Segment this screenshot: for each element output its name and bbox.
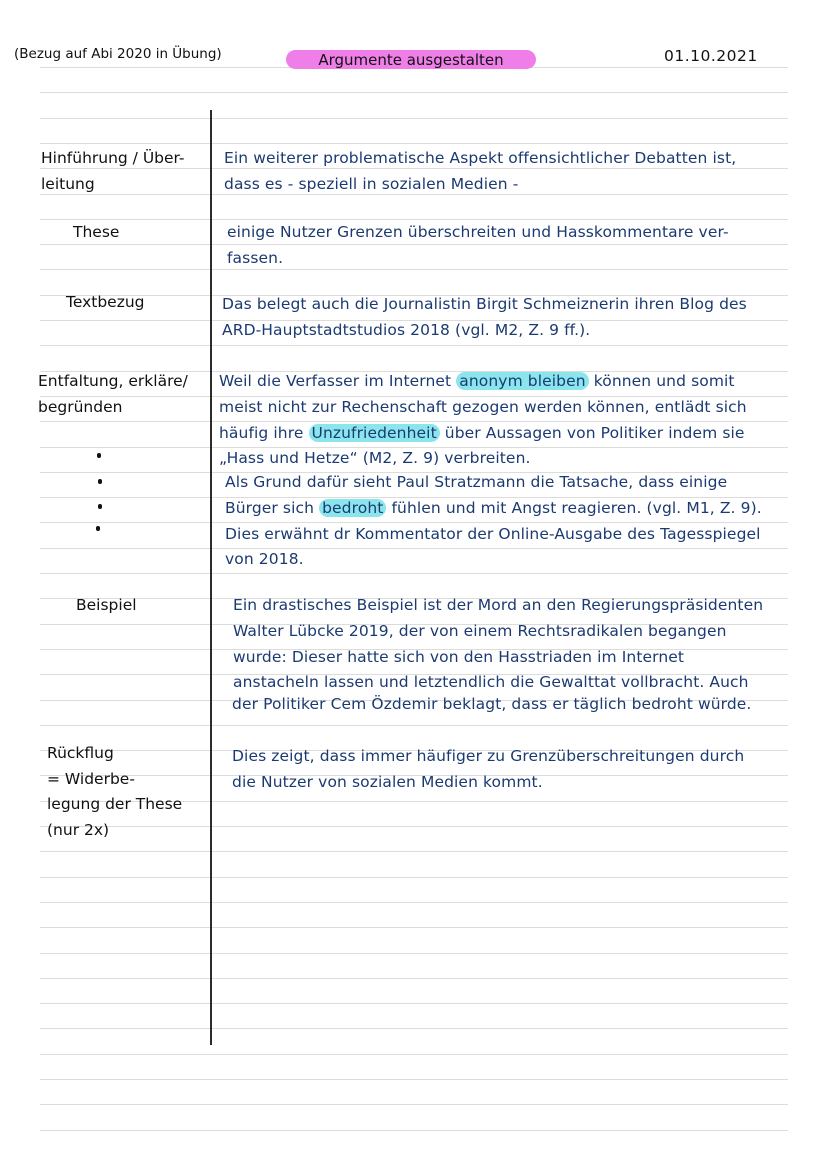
highlighted-phrase: anonym bleiben bbox=[456, 372, 588, 390]
label-line: Beispiel bbox=[76, 596, 137, 614]
text-line bbox=[227, 246, 729, 272]
text-segment: von 2018. bbox=[225, 550, 304, 569]
highlighted-phrase: bedroht bbox=[319, 499, 386, 517]
text-hinfuehrung bbox=[224, 146, 736, 198]
text-line bbox=[225, 496, 762, 522]
text-line bbox=[224, 172, 736, 198]
label-line: Hinführung / Über- bbox=[41, 149, 185, 167]
text-segment: können und somit bbox=[588, 372, 735, 390]
text-segment: Ein drastisches Beispiel ist der Mord an den Regierungspräsidenten bbox=[233, 596, 764, 614]
ruled-line bbox=[40, 143, 788, 144]
text-line bbox=[225, 470, 762, 496]
page-date: 01.10.2021 bbox=[664, 47, 758, 65]
ruled-line bbox=[40, 1079, 788, 1080]
text-segment: Bürger sich bbox=[225, 498, 320, 517]
label-line: Textbezug bbox=[66, 293, 145, 311]
text-segment: über Aussagen von Politiker indem sie bbox=[439, 423, 745, 442]
text-segment: ARD-Hauptstadtstudios 2018 (vgl. M2, Z. 9 ff.). bbox=[222, 320, 591, 339]
column-divider bbox=[210, 110, 212, 1045]
label-hinfuehrung bbox=[41, 146, 185, 197]
text-segment: Weil die Verfasser im Internet bbox=[219, 372, 457, 390]
text-line bbox=[232, 770, 744, 796]
label-line: Entfaltung, erkläre/ bbox=[38, 372, 188, 390]
ruled-line bbox=[40, 1028, 788, 1029]
highlighted-phrase: Unzufriedenheit bbox=[309, 424, 440, 442]
ruled-line bbox=[40, 927, 788, 928]
text-these bbox=[227, 220, 729, 272]
bullet-dot bbox=[98, 504, 102, 509]
text-segment: fühlen und mit Angst reagieren. (vgl. M1, Z. 9). bbox=[386, 498, 762, 517]
text-line bbox=[219, 421, 747, 447]
ruled-line bbox=[40, 877, 788, 878]
text-entfaltung-b bbox=[225, 470, 762, 573]
text-line bbox=[222, 318, 747, 344]
label-beispiel bbox=[76, 593, 137, 619]
text-segment: Dies zeigt, dass immer häufiger zu Grenzüberschreitungen durch bbox=[232, 747, 745, 765]
text-beispiel-a bbox=[233, 593, 763, 696]
label-rueckflug bbox=[47, 741, 182, 843]
text-segment: Ein weiterer problematische Aspekt offensichtlicher Debatten ist, bbox=[224, 149, 737, 167]
label-line: leitung bbox=[41, 174, 95, 193]
ruled-line bbox=[40, 1104, 788, 1105]
text-segment: dass es - speziell in sozialen Medien - bbox=[224, 174, 519, 193]
label-line: = Widerbe- bbox=[47, 769, 135, 788]
text-segment: Walter Lübcke 2019, der von einem Rechtsradikalen begangen bbox=[233, 621, 727, 640]
text-line bbox=[225, 522, 762, 548]
text-beispiel-b bbox=[232, 692, 751, 718]
text-line bbox=[224, 146, 736, 172]
ruled-line bbox=[40, 1130, 788, 1131]
ruled-line bbox=[40, 1003, 788, 1004]
text-segment: der Politiker Cem Özdemir beklagt, dass er täglich bedroht würde. bbox=[232, 695, 752, 713]
label-entfaltung bbox=[38, 369, 188, 420]
text-line bbox=[233, 645, 763, 671]
text-line bbox=[219, 395, 747, 421]
text-segment: anstacheln lassen und letztendlich die Gewalttat vollbracht. Auch bbox=[233, 673, 749, 692]
page-title: Argumente ausgestalten bbox=[286, 50, 536, 69]
text-segment: Dies erwähnt dr Kommentator der Online-Ausgabe des Tagesspiegel bbox=[225, 524, 761, 543]
text-segment: wurde: Dieser hatte sich von den Hasstriaden im Internet bbox=[233, 647, 685, 666]
ruled-line bbox=[40, 345, 788, 346]
ruled-line bbox=[40, 1054, 788, 1055]
reference-note: (Bezug auf Abi 2020 in Übung) bbox=[14, 46, 222, 62]
text-segment: Als Grund dafür sieht Paul Stratzmann die Tatsache, dass einige bbox=[225, 473, 728, 491]
text-line bbox=[233, 619, 763, 645]
label-line: (nur 2x) bbox=[47, 820, 110, 839]
text-segment: meist nicht zur Rechenschaft gezogen werden können, entlädt sich bbox=[219, 397, 747, 416]
text-segment: „Hass und Hetze“ (M2, Z. 9) verbreiten. bbox=[219, 449, 531, 468]
ruled-line bbox=[40, 851, 788, 852]
ruled-line bbox=[40, 118, 788, 119]
text-line bbox=[233, 593, 763, 619]
bullet-dot bbox=[98, 479, 102, 484]
text-segment: einige Nutzer Grenzen überschreiten und Hasskommentare ver- bbox=[227, 223, 729, 241]
label-line: begründen bbox=[38, 397, 123, 416]
text-line bbox=[232, 692, 751, 718]
ruled-line bbox=[40, 953, 788, 954]
text-textbezug bbox=[222, 292, 747, 344]
label-line: Rückflug bbox=[47, 744, 114, 762]
text-line bbox=[219, 446, 747, 472]
text-segment: häufig ihre bbox=[219, 423, 309, 442]
text-rueckflug bbox=[232, 744, 744, 796]
ruled-line bbox=[40, 92, 788, 93]
text-line bbox=[219, 369, 747, 395]
text-line bbox=[227, 220, 729, 246]
ruled-line bbox=[40, 902, 788, 903]
bullet-dot bbox=[96, 526, 100, 531]
label-these bbox=[73, 220, 119, 246]
text-entfaltung-a bbox=[219, 369, 747, 472]
text-segment: Das belegt auch die Journalistin Birgit Schmeiznerin ihren Blog des bbox=[222, 295, 747, 313]
ruled-line bbox=[40, 978, 788, 979]
text-segment: fassen. bbox=[227, 248, 284, 267]
text-line bbox=[222, 292, 747, 318]
ruled-line bbox=[40, 725, 788, 726]
label-line: These bbox=[73, 223, 120, 241]
text-line bbox=[225, 547, 762, 573]
text-segment: die Nutzer von sozialen Medien kommt. bbox=[232, 772, 543, 791]
label-textbezug bbox=[66, 290, 145, 316]
bullet-dot bbox=[97, 453, 101, 458]
text-line bbox=[232, 744, 744, 770]
label-line: legung der These bbox=[47, 795, 183, 813]
